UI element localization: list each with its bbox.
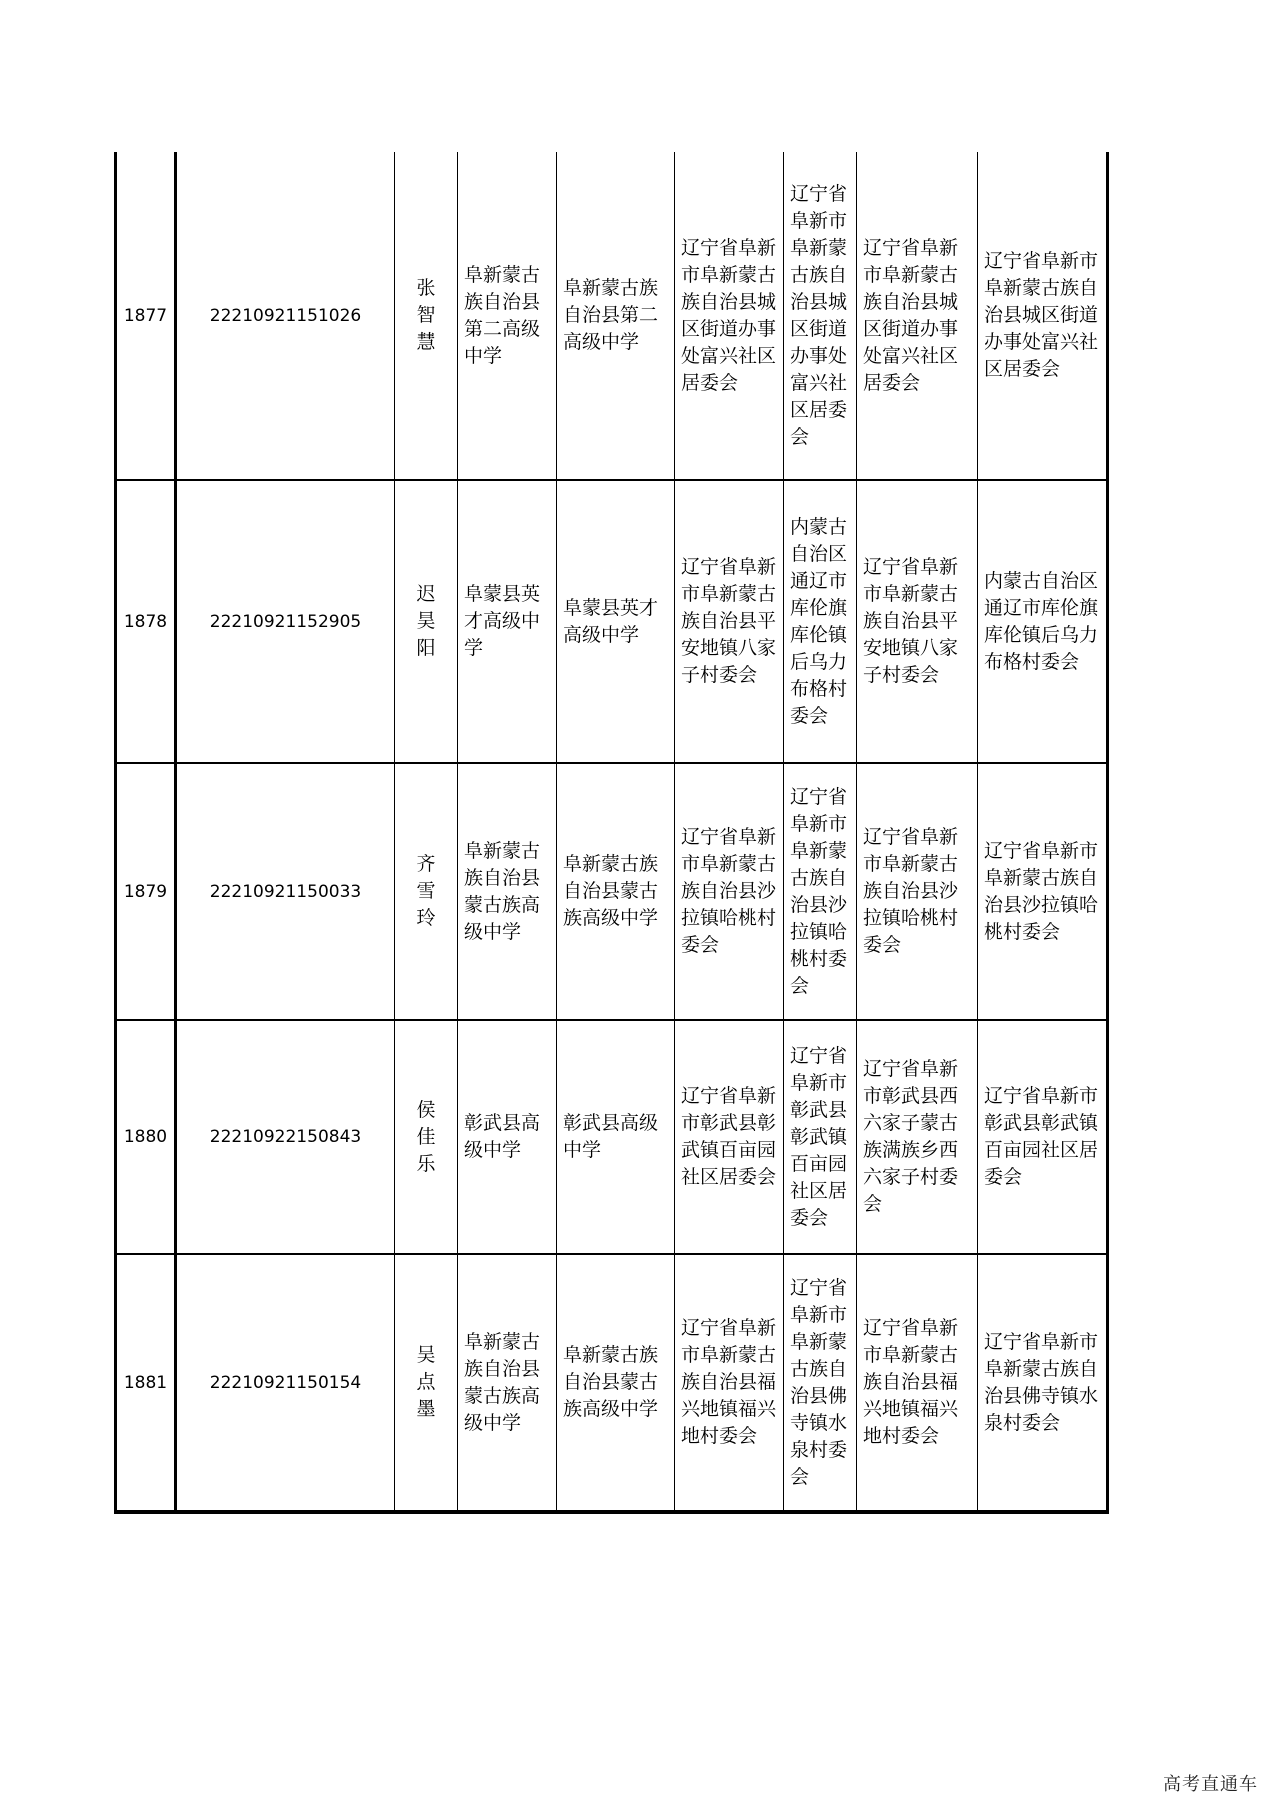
address-cell-4: 辽宁省阜新市彰武县彰武镇百亩园社区居委会 — [978, 1020, 1108, 1254]
address-cell-1: 辽宁省阜新市阜新蒙古族自治县平安地镇八家子村委会 — [675, 480, 784, 763]
school-cell: 阜蒙县英才高级中学 — [458, 480, 557, 763]
school-cell: 阜新蒙古族自治县蒙古族高级中学 — [458, 763, 557, 1020]
school-cell-2: 阜蒙县英才高级中学 — [557, 480, 675, 763]
address-cell-4: 辽宁省阜新市阜新蒙古族自治县佛寺镇水泉村委会 — [978, 1254, 1108, 1512]
row-number: 1877 — [116, 152, 176, 480]
candidate-id: 22210921150154 — [176, 1254, 395, 1512]
address-cell-4: 内蒙古自治区通辽市库伦旗库伦镇后乌力布格村委会 — [978, 480, 1108, 763]
address-cell-2: 辽宁省阜新市彰武县彰武镇百亩园社区居委会 — [784, 1020, 857, 1254]
school-cell: 彰武县高级中学 — [458, 1020, 557, 1254]
address-cell-3: 辽宁省阜新市彰武县西六家子蒙古族满族乡西六家子村委会 — [857, 1020, 978, 1254]
address-cell-1: 辽宁省阜新市阜新蒙古族自治县福兴地镇福兴地村委会 — [675, 1254, 784, 1512]
table-row — [116, 1020, 1108, 1254]
table-row — [116, 480, 1108, 763]
school-cell-2: 阜新蒙古族自治县蒙古族高级中学 — [557, 1254, 675, 1512]
candidate-id: 22210921151026 — [176, 152, 395, 480]
candidate-name: 迟昊阳 — [395, 480, 458, 763]
address-cell-1: 辽宁省阜新市阜新蒙古族自治县沙拉镇哈桃村委会 — [675, 763, 784, 1020]
roster-table — [114, 152, 1109, 1514]
candidate-id: 22210922150843 — [176, 1020, 395, 1254]
candidate-name: 张智慧 — [395, 152, 458, 480]
row-number: 1878 — [116, 480, 176, 763]
row-number: 1881 — [116, 1254, 176, 1512]
candidate-name: 吴点墨 — [395, 1254, 458, 1512]
school-cell: 阜新蒙古族自治县第二高级中学 — [458, 152, 557, 480]
address-cell-3: 辽宁省阜新市阜新蒙古族自治县福兴地镇福兴地村委会 — [857, 1254, 978, 1512]
school-cell-2: 彰武县高级中学 — [557, 1020, 675, 1254]
candidate-id: 22210921152905 — [176, 480, 395, 763]
address-cell-2: 辽宁省阜新市阜新蒙古族自治县沙拉镇哈桃村委会 — [784, 763, 857, 1020]
table-row — [116, 152, 1108, 480]
table-row — [116, 1254, 1108, 1512]
candidate-name: 齐雪玲 — [395, 763, 458, 1020]
address-cell-2: 辽宁省阜新市阜新蒙古族自治县城区街道办事处富兴社区居委会 — [784, 152, 857, 480]
address-cell-2: 内蒙古自治区通辽市库伦旗库伦镇后乌力布格村委会 — [784, 480, 857, 763]
address-cell-1: 辽宁省阜新市阜新蒙古族自治县城区街道办事处富兴社区居委会 — [675, 152, 784, 480]
school-cell: 阜新蒙古族自治县蒙古族高级中学 — [458, 1254, 557, 1512]
candidate-name: 侯佳乐 — [395, 1020, 458, 1254]
address-cell-4: 辽宁省阜新市阜新蒙古族自治县城区街道办事处富兴社区居委会 — [978, 152, 1108, 480]
row-number: 1880 — [116, 1020, 176, 1254]
table-row — [116, 763, 1108, 1020]
candidate-id: 22210921150033 — [176, 763, 395, 1020]
row-number: 1879 — [116, 763, 176, 1020]
watermark-text: 高考直通车 — [1163, 1774, 1258, 1795]
school-cell-2: 阜新蒙古族自治县蒙古族高级中学 — [557, 763, 675, 1020]
address-cell-3: 辽宁省阜新市阜新蒙古族自治县平安地镇八家子村委会 — [857, 480, 978, 763]
address-cell-4: 辽宁省阜新市阜新蒙古族自治县沙拉镇哈桃村委会 — [978, 763, 1108, 1020]
address-cell-2: 辽宁省阜新市阜新蒙古族自治县佛寺镇水泉村委会 — [784, 1254, 857, 1512]
school-cell-2: 阜新蒙古族自治县第二高级中学 — [557, 152, 675, 480]
address-cell-3: 辽宁省阜新市阜新蒙古族自治县沙拉镇哈桃村委会 — [857, 763, 978, 1020]
address-cell-3: 辽宁省阜新市阜新蒙古族自治县城区街道办事处富兴社区居委会 — [857, 152, 978, 480]
address-cell-1: 辽宁省阜新市彰武县彰武镇百亩园社区居委会 — [675, 1020, 784, 1254]
